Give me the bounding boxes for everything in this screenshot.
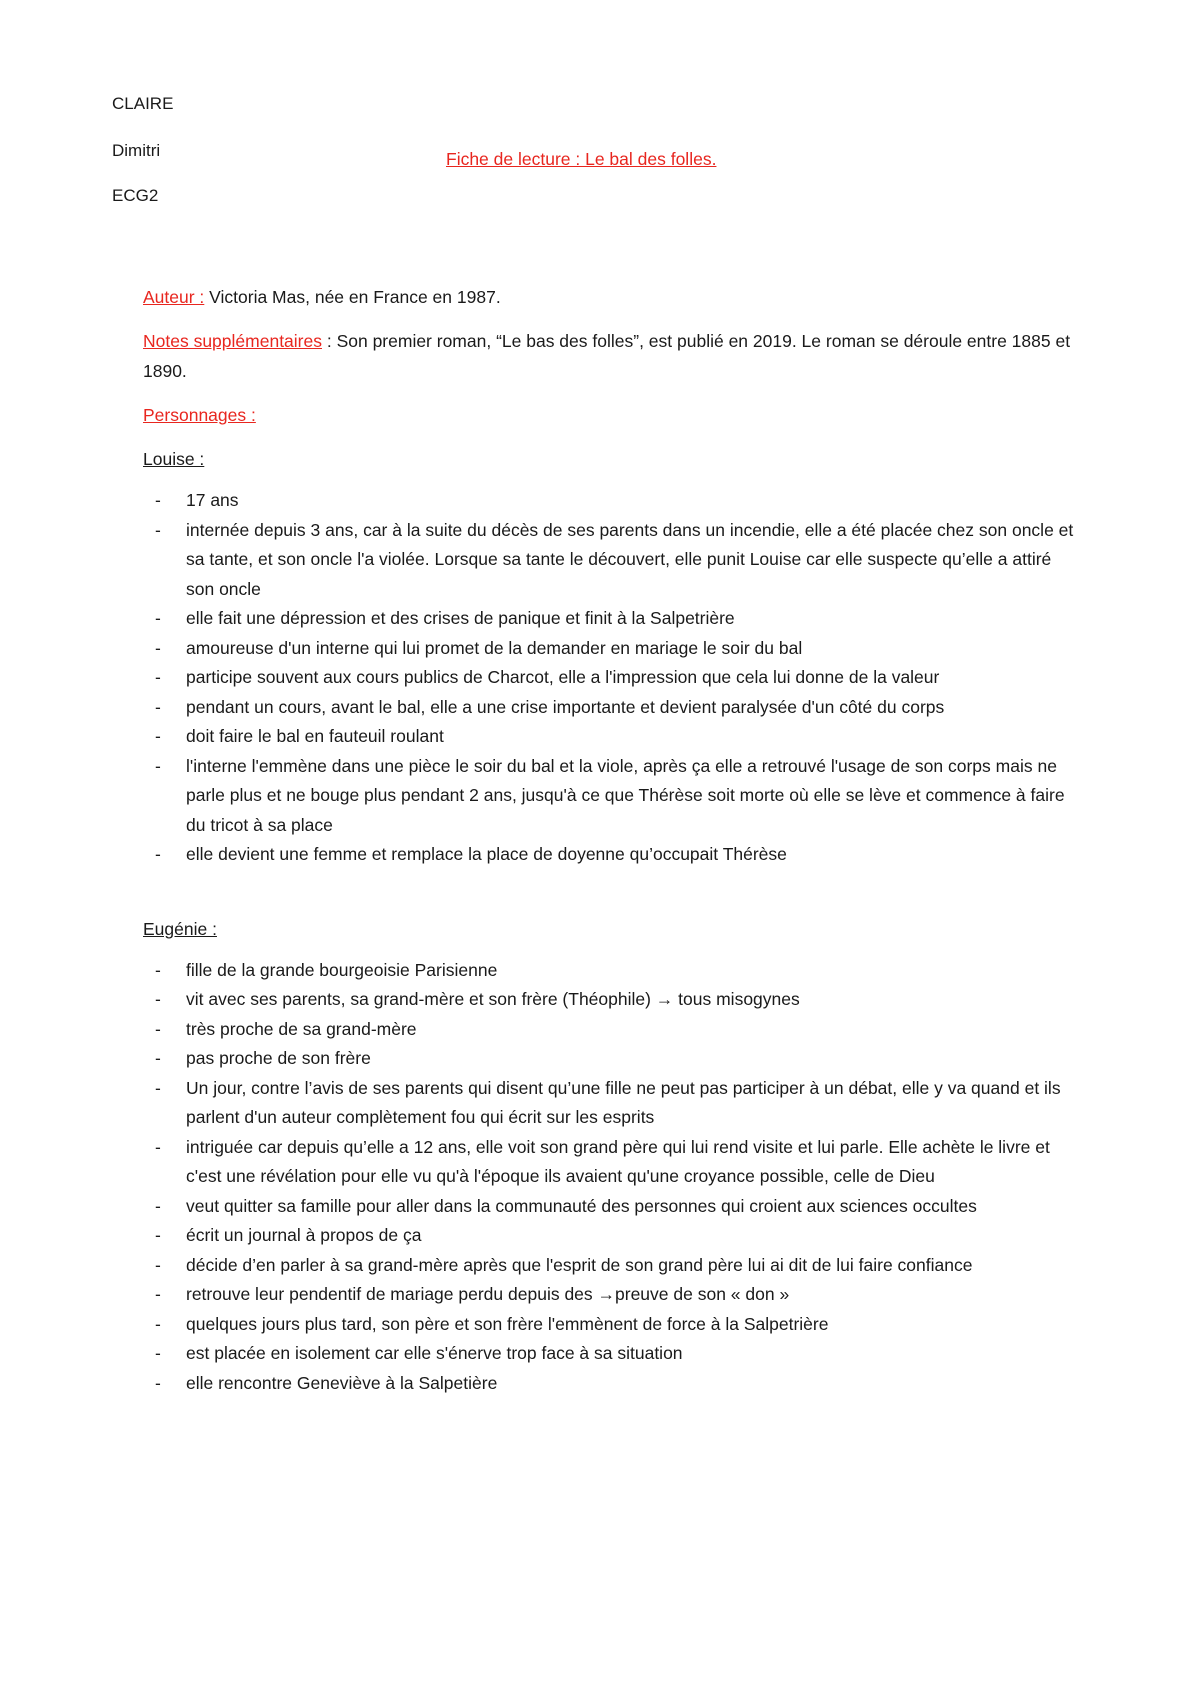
- list-item-text: est placée en isolement car elle s'énerve trop face à sa situation: [186, 1343, 683, 1363]
- bullet-dash: -: [155, 1372, 161, 1393]
- list-item-text: très proche de sa grand-mère: [186, 1018, 417, 1039]
- header-class: ECG2: [112, 186, 159, 205]
- list-item: [143, 722, 1083, 752]
- personnages-heading: [143, 400, 1083, 430]
- list-item: [143, 985, 1083, 1015]
- bullet-dash: -: [155, 608, 161, 628]
- list-item: [143, 1074, 1083, 1133]
- list-item-text: doit faire le bal en fauteuil roulant: [186, 726, 444, 746]
- list-item: [143, 1133, 1083, 1192]
- bullet-dash: -: [155, 844, 161, 864]
- list-item-text: vit avec ses parents, sa grand-mère et son frère (Théophile) → tous misogynes: [186, 989, 800, 1009]
- bullet-dash: -: [155, 1018, 161, 1039]
- list-item-text: fille de la grande bourgeoisie Parisienne: [186, 959, 498, 980]
- document-body: [143, 282, 1083, 1398]
- list-item: [143, 1280, 1083, 1310]
- personnages-label: Personnages :: [143, 405, 256, 425]
- list-item: [143, 1015, 1083, 1045]
- list-item: [143, 1044, 1083, 1074]
- list-item: [143, 486, 1083, 516]
- list-item: [143, 1369, 1083, 1399]
- bullet-dash: -: [155, 1313, 161, 1334]
- bullet-dash: -: [155, 667, 161, 687]
- list-item-text: décide d’en parler à sa grand-mère après que l'esprit de son grand père lui ai dit de lui faire confiance: [186, 1254, 973, 1275]
- bullet-dash: -: [155, 1195, 161, 1216]
- eugenie-heading: Eugénie :: [143, 918, 217, 939]
- list-item: [143, 1221, 1083, 1251]
- list-item-text: 17 ans: [186, 490, 239, 510]
- louise-heading: Louise :: [143, 449, 205, 469]
- list-item: [143, 840, 1083, 870]
- auteur-text: Victoria Mas, née en France en 1987.: [204, 287, 501, 307]
- bullet-dash: -: [155, 959, 161, 980]
- bullet-dash: -: [155, 490, 161, 510]
- list-item-text: elle rencontre Geneviève à la Salpetière: [186, 1372, 498, 1393]
- bullet-dash: -: [155, 1136, 161, 1157]
- section-spacer: [143, 870, 1083, 914]
- list-item: [143, 604, 1083, 634]
- auteur-paragraph: [143, 282, 1083, 312]
- notes-text: : Son premier roman, “Le bas des folles”, est publié en 2019. Le roman se déroule entre 1885 et 1890.: [143, 331, 1071, 381]
- list-item: [143, 663, 1083, 693]
- notes-paragraph: [143, 326, 1083, 386]
- list-item-text: internée depuis 3 ans, car à la suite du décès de ses parents dans un incendie, elle a été placée chez son oncle et sa tante, et son oncle l'a violée. Lorsque sa tante le découvert, elle punit Louise car elle suspecte qu’elle a attiré son oncle: [186, 519, 1074, 599]
- list-item: [143, 752, 1083, 841]
- list-item-text: retrouve leur pendentif de mariage perdu depuis des →preuve de son « don »: [186, 1284, 790, 1304]
- list-item-text: participe souvent aux cours publics de Charcot, elle a l'impression que cela lui donne de la valeur: [186, 667, 940, 687]
- bullet-dash: -: [155, 755, 161, 776]
- list-item-text: écrit un journal à propos de ça: [186, 1225, 422, 1245]
- list-item-text: pendant un cours, avant le bal, elle a une crise importante et devient paralysée d'un côté du corps: [186, 696, 945, 717]
- document-title: Fiche de lecture : Le bal des folles.: [446, 149, 717, 169]
- bullet-dash: -: [155, 726, 161, 746]
- header-last-name: CLAIRE: [112, 94, 174, 113]
- list-item-text: l'interne l'emmène dans une pièce le soir du bal et la viole, après ça elle a retrouvé l'usage de son corps mais ne parle plus et ne bouge plus pendant 2 ans, jusqu'à ce que Thérèse soit morte où elle se lève et commence à faire du tricot à sa place: [186, 755, 1065, 835]
- bullet-dash: -: [155, 1225, 161, 1245]
- bullet-dash: -: [155, 637, 161, 658]
- list-item-text: elle devient une femme et remplace la place de doyenne qu’occupait Thérèse: [186, 844, 787, 864]
- bullet-dash: -: [155, 1284, 161, 1304]
- list-item-text: elle fait une dépression et des crises de panique et finit à la Salpetrière: [186, 608, 735, 628]
- list-item: [143, 956, 1083, 986]
- list-item: [143, 693, 1083, 723]
- list-item: [143, 1339, 1083, 1369]
- list-item-text: quelques jours plus tard, son père et son frère l'emmènent de force à la Salpetrière: [186, 1313, 829, 1334]
- list-item-text: veut quitter sa famille pour aller dans la communauté des personnes qui croient aux sciences occultes: [186, 1195, 977, 1216]
- notes-label: Notes supplémentaires: [143, 331, 322, 351]
- list-item: [143, 1310, 1083, 1340]
- auteur-label: Auteur :: [143, 287, 205, 307]
- bullet-dash: -: [155, 519, 161, 540]
- header-first-name: Dimitri: [112, 141, 161, 160]
- list-item-text: amoureuse d'un interne qui lui promet de la demander en mariage le soir du bal: [186, 637, 803, 658]
- bullet-dash: -: [155, 1343, 161, 1363]
- list-item: [143, 1251, 1083, 1281]
- list-item-text: intriguée car depuis qu’elle a 12 ans, elle voit son grand père qui lui rend visite et lui parle. Elle achète le livre et c'est une révélation pour elle vu qu'à l'époque ils avaient qu'une croyance possible, celle de Dieu: [186, 1136, 1050, 1186]
- bullet-dash: -: [155, 1077, 161, 1098]
- list-item: [143, 1192, 1083, 1222]
- eugenie-list: [143, 956, 1083, 1399]
- bullet-dash: -: [155, 1254, 161, 1275]
- louise-list: [143, 486, 1083, 870]
- list-item-text: pas proche de son frère: [186, 1048, 371, 1068]
- bullet-dash: -: [155, 1048, 161, 1068]
- bullet-dash: -: [155, 696, 161, 717]
- list-item: [143, 516, 1083, 605]
- bullet-dash: -: [155, 989, 161, 1009]
- list-item-text: Un jour, contre l’avis de ses parents qui disent qu’une fille ne peut pas participer à un débat, elle y va quand et ils parlent d'un auteur complètement fou qui écrit sur les esprits: [186, 1077, 1061, 1127]
- list-item: [143, 634, 1083, 664]
